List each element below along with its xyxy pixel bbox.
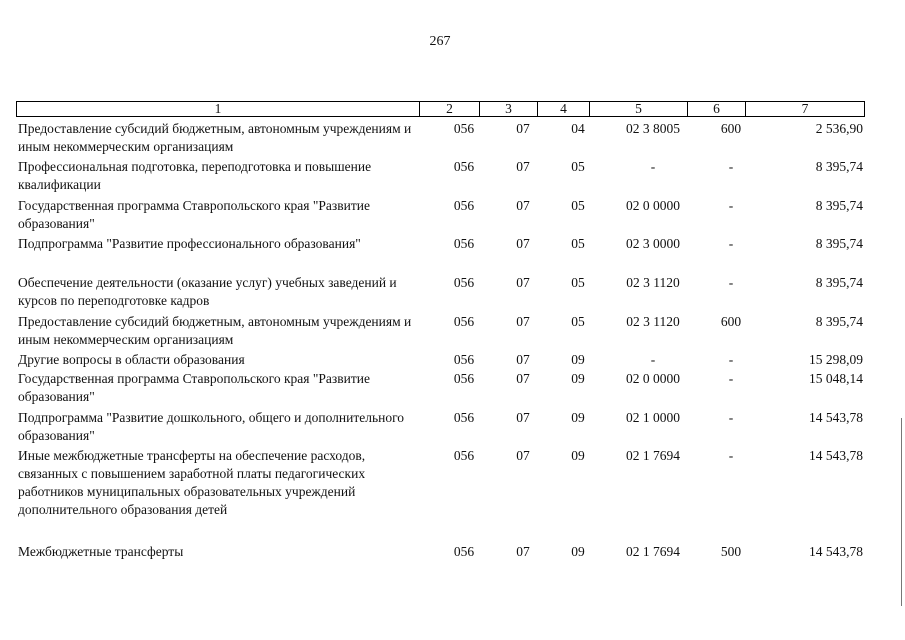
row-col-7: 14 543,78 <box>809 448 863 463</box>
row-col-4: 09 <box>571 371 585 386</box>
row-col-5: - <box>650 159 656 174</box>
row-col-6: - <box>728 159 734 174</box>
page-number: 267 <box>429 34 451 49</box>
row-col-5: 02 0 0000 <box>626 371 680 386</box>
row-col-2: 056 <box>453 275 475 290</box>
row-col-3: 07 <box>516 275 530 290</box>
row-name: Профессиональная подготовка, переподготовка и повышение квалификации <box>18 159 372 192</box>
row-col-4: 04 <box>571 121 585 136</box>
row-name: Обеспечение деятельности (оказание услуг) учебных заведений и курсов по переподготовке кадров <box>18 275 397 308</box>
row-col-6: - <box>728 410 734 425</box>
row-col-5: 02 3 8005 <box>626 121 680 136</box>
row-col-2: 056 <box>453 159 475 174</box>
row-col-2: 056 <box>453 352 475 367</box>
row-name: Межбюджетные трансферты <box>18 544 184 559</box>
column-header-6: 6 <box>687 102 745 116</box>
row-col-7: 8 395,74 <box>815 275 863 290</box>
row-col-3: 07 <box>516 410 530 425</box>
row-col-3: 07 <box>516 236 530 251</box>
row-col-7: 8 395,74 <box>815 314 863 329</box>
row-col-4: 05 <box>571 198 585 213</box>
scan-edge-line <box>901 418 902 606</box>
row-col-7: 8 395,74 <box>815 159 863 174</box>
row-col-3: 07 <box>516 121 530 136</box>
row-col-5: 02 1 7694 <box>626 448 680 463</box>
row-col-4: 09 <box>571 448 585 463</box>
row-col-6: - <box>728 352 734 367</box>
row-col-4: 09 <box>571 352 585 367</box>
row-col-4: 05 <box>571 159 585 174</box>
row-col-7: 14 543,78 <box>809 410 863 425</box>
row-col-6: 500 <box>720 544 742 559</box>
row-name: Предоставление субсидий бюджетным, автономным учреждениям и иным некоммерческим организациям <box>18 121 412 154</box>
row-col-7: 14 543,78 <box>809 544 863 559</box>
row-name: Государственная программа Ставропольского края "Развитие образования" <box>18 198 370 231</box>
row-col-2: 056 <box>453 198 475 213</box>
row-col-6: - <box>728 236 734 251</box>
row-col-2: 056 <box>453 371 475 386</box>
row-col-5: 02 0 0000 <box>626 198 680 213</box>
row-col-7: 2 536,90 <box>815 121 863 136</box>
row-col-2: 056 <box>453 314 475 329</box>
row-col-7: 8 395,74 <box>815 236 863 251</box>
row-col-4: 09 <box>571 544 585 559</box>
row-col-6: - <box>728 371 734 386</box>
column-header-5: 5 <box>589 102 687 116</box>
row-col-6: - <box>728 198 734 213</box>
row-col-5: - <box>650 352 656 367</box>
row-col-6: 600 <box>720 314 742 329</box>
table-header <box>16 101 865 117</box>
row-name: Предоставление субсидий бюджетным, автономным учреждениям и иным некоммерческим организациям <box>18 314 412 347</box>
row-col-6: - <box>728 448 734 463</box>
row-col-3: 07 <box>516 371 530 386</box>
row-col-2: 056 <box>453 236 475 251</box>
row-name: Иные межбюджетные трансферты на обеспечение расходов, связанных с повышением заработной платы педагогических работников муниципальных образовательных учреждений дополнительного образования детей <box>18 448 366 517</box>
row-col-4: 05 <box>571 275 585 290</box>
row-col-6: - <box>728 275 734 290</box>
row-name: Другие вопросы в области образования <box>18 352 245 367</box>
row-col-2: 056 <box>453 121 475 136</box>
row-col-4: 09 <box>571 410 585 425</box>
row-col-2: 056 <box>453 410 475 425</box>
row-col-3: 07 <box>516 544 530 559</box>
row-col-7: 8 395,74 <box>815 198 863 213</box>
row-col-3: 07 <box>516 352 530 367</box>
row-col-7: 15 298,09 <box>809 352 863 367</box>
row-name: Подпрограмма "Развитие дошкольного, общего и дополнительного образования" <box>18 410 405 443</box>
row-name: Подпрограмма "Развитие профессионального образования" <box>18 236 361 251</box>
column-header-4: 4 <box>537 102 589 116</box>
column-header-2: 2 <box>419 102 479 116</box>
row-col-5: 02 1 7694 <box>626 544 680 559</box>
row-col-3: 07 <box>516 448 530 463</box>
row-col-6: 600 <box>720 121 742 136</box>
column-header-7: 7 <box>745 102 864 116</box>
row-col-2: 056 <box>453 544 475 559</box>
row-col-7: 15 048,14 <box>809 371 863 386</box>
row-name: Государственная программа Ставропольского края "Развитие образования" <box>18 371 370 404</box>
row-col-5: 02 3 0000 <box>626 236 680 251</box>
row-col-4: 05 <box>571 236 585 251</box>
row-col-3: 07 <box>516 198 530 213</box>
column-header-1: 1 <box>214 101 222 116</box>
row-col-5: 02 3 1120 <box>626 314 680 329</box>
row-col-3: 07 <box>516 159 530 174</box>
row-col-3: 07 <box>516 314 530 329</box>
row-col-5: 02 3 1120 <box>626 275 680 290</box>
row-col-2: 056 <box>453 448 475 463</box>
column-header-3: 3 <box>479 102 537 116</box>
row-col-5: 02 1 0000 <box>626 410 680 425</box>
row-col-4: 05 <box>571 314 585 329</box>
